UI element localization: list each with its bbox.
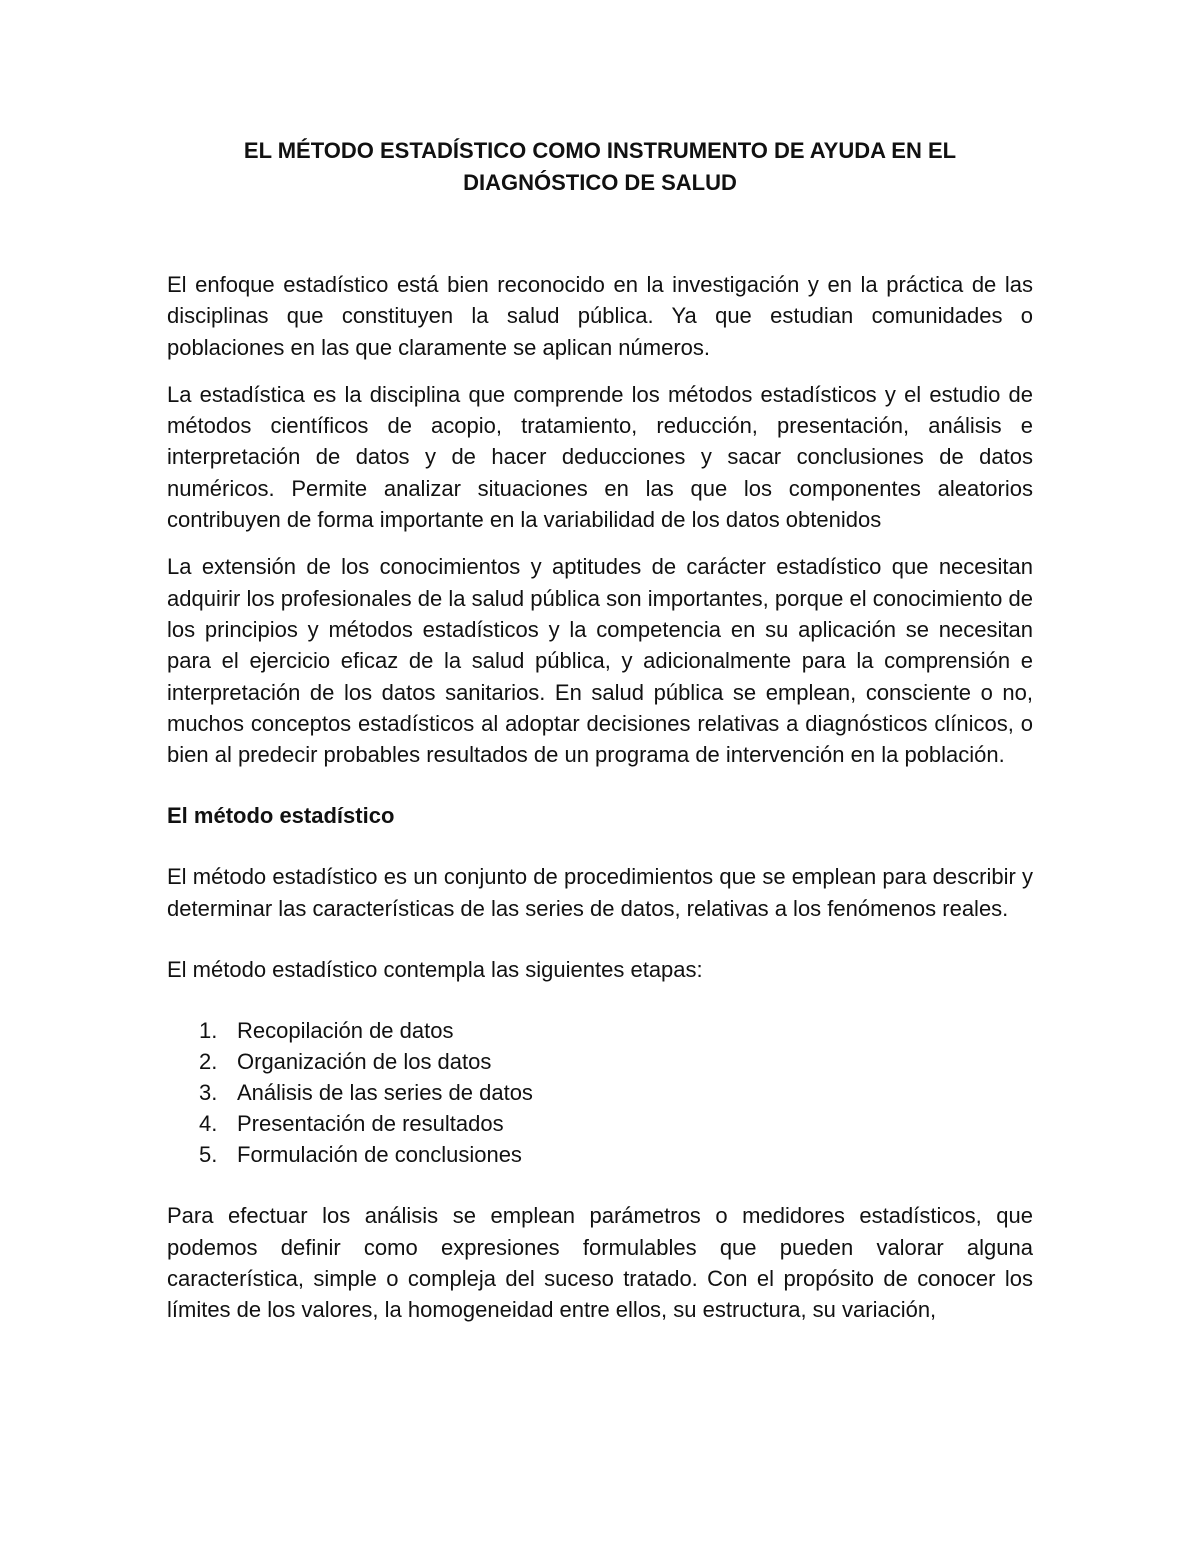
method-definition-paragraph: El método estadístico es un conjunto de procedimientos que se emplean para describir y determinar las características de las series de datos, relativas a los fenómenos reales. [167,864,1033,921]
stages-list [167,1015,1033,1170]
intro-paragraph: El enfoque estadístico está bien reconocido en la investigación y en la práctica de las disciplinas que constituyen la salud pública. Ya que estudian comunidades o poblaciones en las que claramente se aplican números. [167,272,1033,360]
list-item [167,1108,1033,1139]
list-item-number: 5. [199,1142,218,1168]
document-title [167,135,1033,199]
title-line-1: EL MÉTODO ESTADÍSTICO COMO INSTRUMENTO DE AYUDA EN EL [243,138,957,163]
public-health-paragraph: La extensión de los conocimientos y aptitudes de carácter estadístico que necesitan adquirir los profesionales de la salud pública son importantes, porque el conocimiento de los principios y métodos estadísticos y la competencia en su aplicación se necesitan para el ejercicio eficaz de la salud pública, y adicionalmente para la comprensión e interpretación de los datos sanitarios. En salud pública se emplean, consciente o no, muchos conceptos estadísticos al adoptar decisiones relativas a diagnósticos clínicos, o bien al predecir probables resultados de un programa de intervención en la población. [167,554,1033,768]
document-body [167,135,1033,1326]
closing-paragraph: Para efectuar los análisis se emplean parámetros o medidores estadísticos, que podemos definir como expresiones formulables que pueden valorar alguna característica, simple o compleja del suceso tratado. Con el propósito de conocer los límites de los valores, la homogeneidad entre ellos, su estructura, su variación, [167,1203,1033,1323]
list-item-label: Análisis de las series de datos [237,1080,533,1106]
title-line-2: DIAGNÓSTICO DE SALUD [463,170,737,195]
list-item-label: Recopilación de datos [237,1018,454,1044]
list-item [167,1077,1033,1108]
list-item [167,1139,1033,1170]
list-item-number: 4. [199,1111,218,1137]
stages-intro-paragraph: El método estadístico contempla las siguientes etapas: [167,957,703,983]
statistics-definition-paragraph: La estadística es la disciplina que comprende los métodos estadísticos y el estudio de métodos científicos de acopio, tratamiento, reducción, presentación, análisis e interpretación de datos y de hacer deducciones y sacar conclusiones de datos numéricos. Permite analizar situaciones en las que los componentes aleatorios contribuyen de forma importante en la variabilidad de los datos obtenidos [167,381,1033,533]
list-item-label: Presentación de resultados [237,1111,504,1137]
list-item [167,1046,1033,1077]
list-item-label: Organización de los datos [237,1049,492,1075]
list-item-number: 3. [199,1080,218,1106]
list-item-label: Formulación de conclusiones [237,1142,522,1168]
list-item-number: 2. [199,1049,218,1075]
list-item [167,1015,1033,1046]
list-item-number: 1. [199,1018,218,1044]
section-heading: El método estadístico [167,803,395,829]
